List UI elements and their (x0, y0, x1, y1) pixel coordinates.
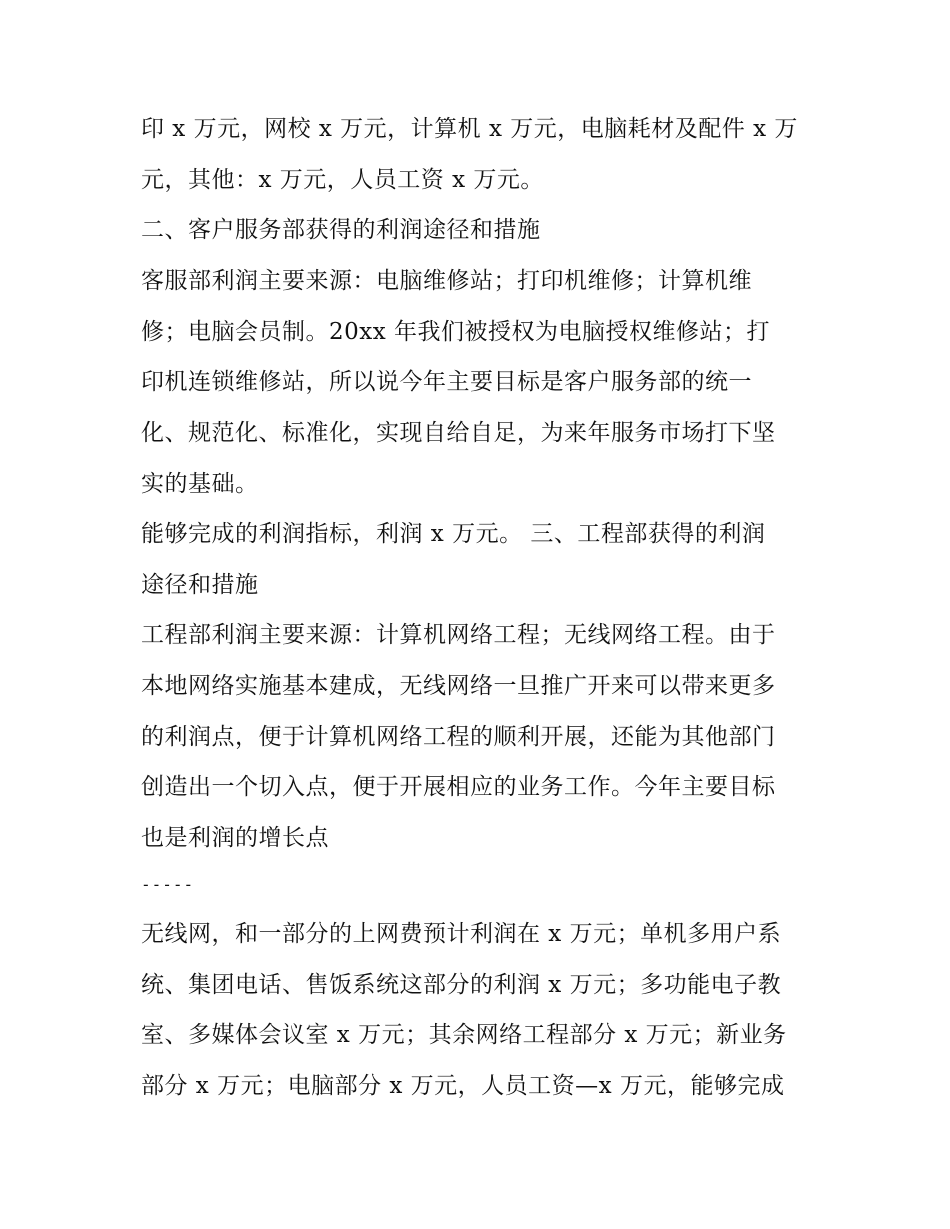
text-line: 本地网络实施基本建成，无线网络一旦推广开来可以带来更多 (141, 673, 776, 699)
text-line: 也是利润的增长点 (141, 825, 329, 851)
text-line: 无线网，和一部分的上网费预计利润在 x 万元；单机多用户系 (141, 921, 782, 947)
page-separator: ----- (141, 875, 195, 894)
text-line: 创造出一个切入点，便于开展相应的业务工作。今年主要目标 (141, 774, 776, 800)
text-line: 部分 x 万元；电脑部分 x 万元，人员工资—x 万元，能够完成 (141, 1073, 785, 1099)
text-line: 室、多媒体会议室 x 万元；其余网络工程部分 x 万元；新业务 (141, 1022, 787, 1048)
text-line: 客服部利润主要来源：电脑维修站；打印机维修；计算机维 (141, 268, 752, 294)
text-line: 修；电脑会员制。20xx 年我们被授权为电脑授权维修站；打 (141, 319, 771, 345)
text-line: 印机连锁维修站，所以说今年主要目标是客户服务部的统一 (141, 369, 752, 395)
text-line: 化、规范化、标准化，实现自给自足，为来年服务市场打下坚 (141, 420, 776, 446)
text-line: 实的基础。 (141, 471, 259, 497)
text-line: 元，其他：x 万元，人员工资 x 万元。 (141, 167, 544, 193)
text-line: 能够完成的利润指标，利润 x 万元。 三、工程部获得的利润 (141, 521, 766, 547)
text-line: 的利润点，便于计算机网络工程的顺利开展，还能为其他部门 (141, 724, 776, 750)
text-line: 工程部利润主要来源：计算机网络工程；无线网络工程。由于 (141, 622, 776, 648)
text-line: 印 x 万元，网校 x 万元，计算机 x 万元，电脑耗材及配件 x 万 (141, 116, 798, 142)
section-heading: 二、客户服务部获得的利润途径和措施 (141, 217, 541, 243)
text-line: 统、集团电话、售饭系统这部分的利润 x 万元；多功能电子教 (141, 972, 782, 998)
text-line: 途径和措施 (141, 572, 259, 598)
